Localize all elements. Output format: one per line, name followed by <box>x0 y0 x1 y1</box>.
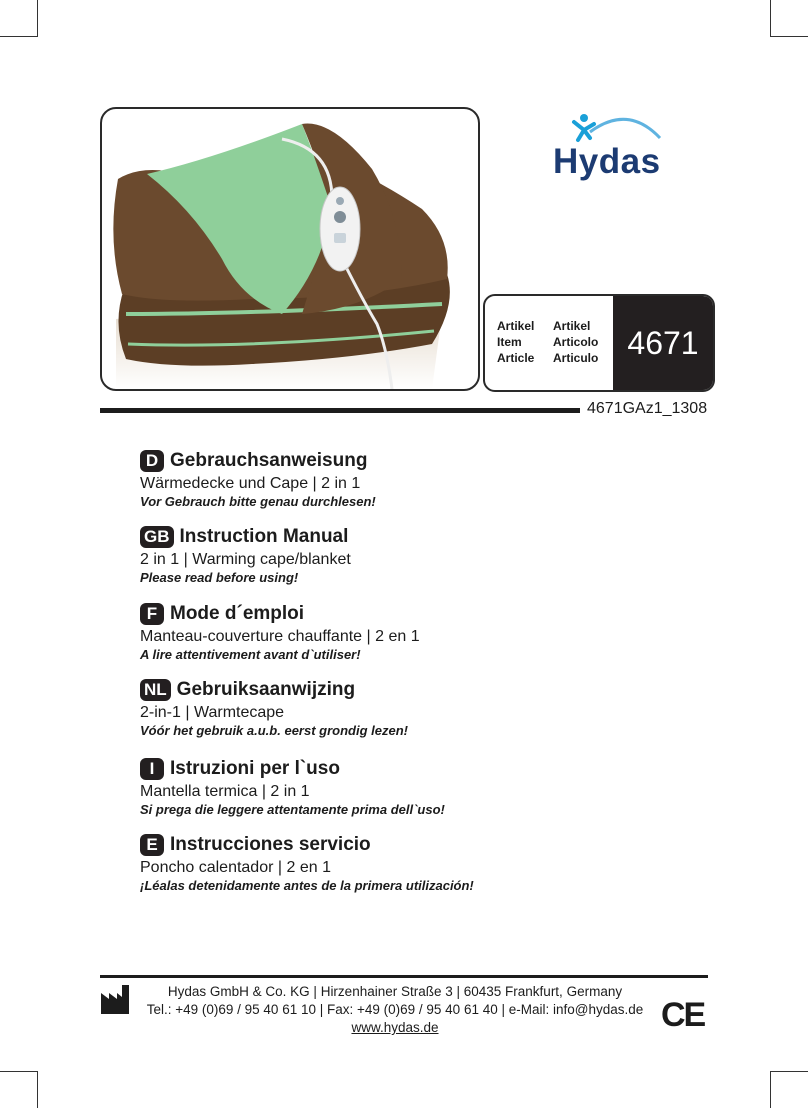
footer-contact <box>140 983 650 1037</box>
ce-mark: CE <box>661 996 705 1034</box>
crop-mark <box>770 0 771 37</box>
article-label: Article <box>497 351 535 365</box>
article-label: Articolo <box>553 335 599 349</box>
article-box <box>483 294 715 392</box>
manual-title: Instruction Manual <box>179 526 349 547</box>
reading-note: Vor Gebrauch bitte genau durchlesen! <box>140 494 376 509</box>
product-subtitle: Wärmedecke und Cape | 2 in 1 <box>140 475 361 492</box>
crop-mark <box>771 36 808 37</box>
document-code: 4671GAz1_1308 <box>587 400 708 417</box>
language-section-de <box>140 448 376 509</box>
language-section-e <box>140 832 474 893</box>
company-contact: Tel.: +49 (0)69 / 95 40 61 10 | Fax: +49 (0)69 / 95 40 61 40 | e-Mail: info@hydas.de <box>146 1002 644 1017</box>
crop-mark <box>770 1071 771 1108</box>
product-subtitle: 2 in 1 | Warming cape/blanket <box>140 551 351 568</box>
language-code-badge: E <box>140 834 164 856</box>
article-label: Item <box>497 335 522 349</box>
reading-note: Please read before using! <box>140 570 299 585</box>
crop-mark <box>37 0 38 37</box>
manufacturer-icon <box>100 983 130 1015</box>
language-section-i <box>140 756 445 817</box>
crop-mark <box>37 1071 38 1108</box>
website-link[interactable]: www.hydas.de <box>351 1020 439 1035</box>
company-address: Hydas GmbH & Co. KG | Hirzenhainer Straße 3 | 60435 Frankfurt, Germany <box>167 984 623 999</box>
language-section-nl <box>140 677 408 738</box>
article-label: Artikel <box>497 319 535 333</box>
language-section-gb <box>140 524 351 585</box>
divider <box>100 408 580 413</box>
manual-title: Istruzioni per l`uso <box>170 758 340 779</box>
language-code-badge: F <box>140 603 164 625</box>
language-section-f <box>140 601 420 662</box>
reading-note: Si prega die leggere attentamente prima dell`uso! <box>140 802 445 817</box>
footer-divider <box>100 975 708 978</box>
manual-title: Gebruiksaanwijzing <box>176 679 356 700</box>
language-code-badge: I <box>140 758 164 780</box>
crop-mark <box>771 1071 808 1072</box>
product-subtitle: Manteau-couverture chauffante | 2 en 1 <box>140 628 420 645</box>
reading-note: ¡Léalas detenidamente antes de la primera utilización! <box>140 878 474 893</box>
product-subtitle: 2-in-1 | Warmtecape <box>140 704 285 721</box>
article-number: 4671 <box>613 296 713 390</box>
manual-title: Gebrauchsanweisung <box>170 450 368 471</box>
article-label: Articulo <box>553 351 599 365</box>
manual-title: Mode d´emploi <box>170 603 305 624</box>
product-subtitle: Mantella termica | 2 in 1 <box>140 783 310 800</box>
reading-note: A lire attentivement avant d`utiliser! <box>140 647 361 662</box>
language-code-badge: GB <box>140 526 174 548</box>
manual-title: Instrucciones servicio <box>170 834 371 855</box>
reading-note: Vóór het gebruik a.u.b. eerst grondig lezen! <box>140 723 408 738</box>
crop-mark <box>0 1071 37 1072</box>
heated-blanket-image <box>102 109 478 389</box>
language-code-badge: D <box>140 450 164 472</box>
product-photo <box>100 107 480 391</box>
crop-mark <box>0 36 37 37</box>
product-subtitle: Poncho calentador | 2 en 1 <box>140 859 331 876</box>
article-label: Artikel <box>553 319 591 333</box>
language-code-badge: NL <box>140 679 171 701</box>
brand-name: Hydas <box>553 142 661 181</box>
